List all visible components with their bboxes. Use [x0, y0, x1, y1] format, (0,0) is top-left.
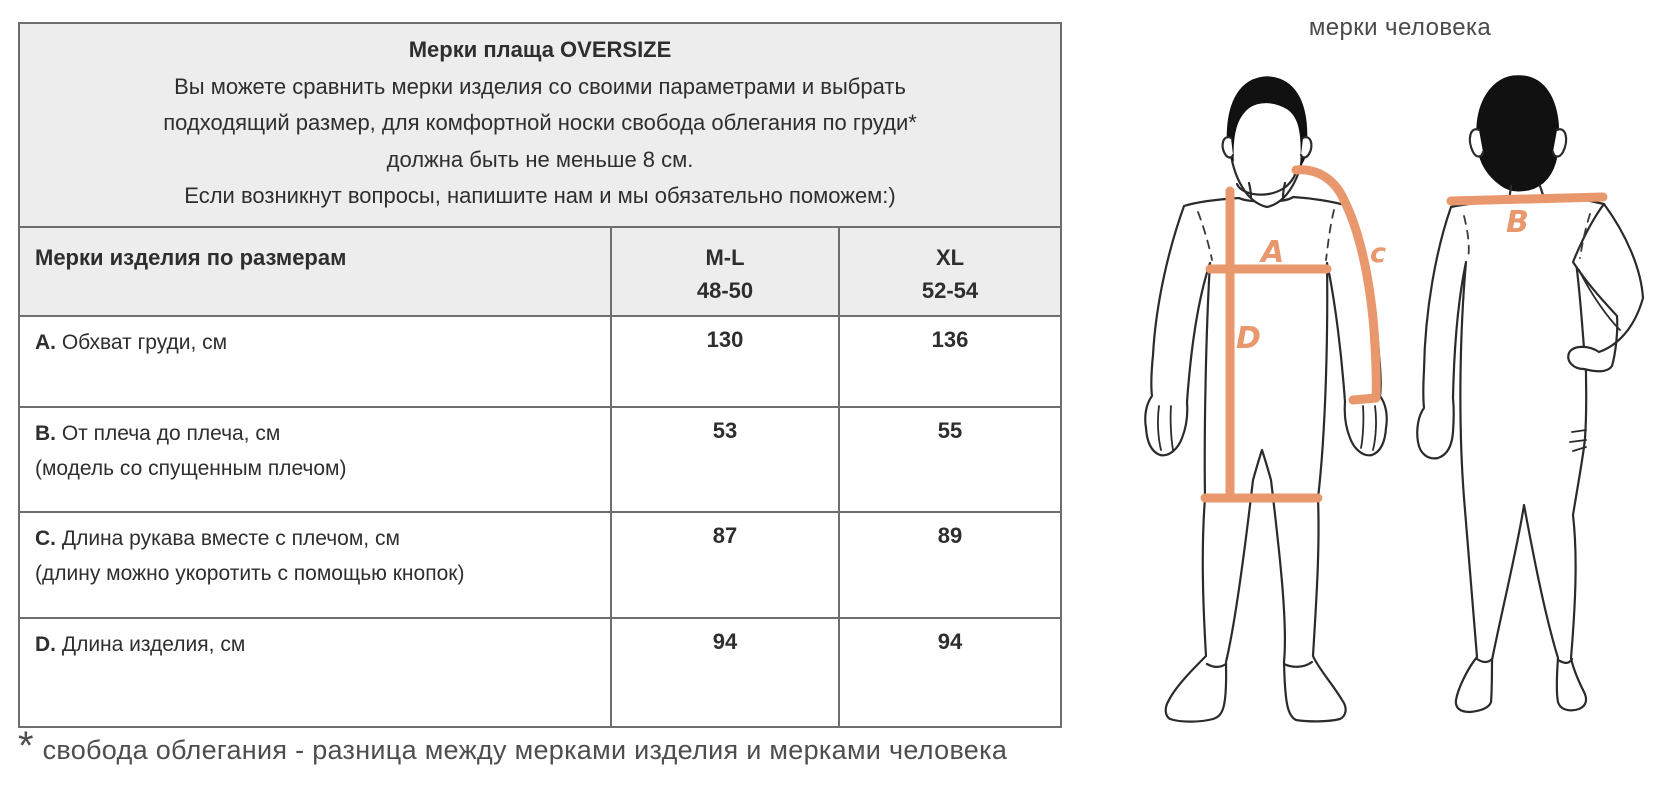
measure-text: Длина изделия, см: [61, 633, 246, 656]
label-a: A: [1261, 235, 1285, 270]
size-name: XL: [935, 245, 965, 270]
value-xl: 136: [839, 316, 1061, 407]
measure-letter: A.: [35, 331, 56, 354]
value-ml: 53: [611, 407, 839, 512]
measure-label: [19, 618, 611, 727]
intro-line: должна быть не меньше 8 см.: [386, 146, 694, 172]
measure-label: [19, 316, 611, 407]
size-range: 48-50: [696, 278, 754, 303]
size-table-container: [18, 22, 1060, 728]
measure-note: (длину можно укоротить с помощью кнопок): [35, 562, 465, 585]
intro-cell: [19, 23, 1061, 227]
header-row: [19, 227, 1061, 316]
measure-letter: D.: [35, 633, 56, 656]
measure-label: [19, 512, 611, 618]
footnote-asterisk: *: [18, 724, 34, 768]
value-xl: 94: [839, 618, 1061, 727]
table-row-b: [19, 407, 1061, 512]
label-c: c: [1370, 238, 1387, 269]
intro-line: Если возникнут вопросы, напишите нам и мы обязательно поможем:): [184, 183, 896, 208]
value-ml: 87: [611, 512, 839, 618]
column-header-measures: Мерки изделия по размерам: [19, 227, 611, 316]
figure-title: мерки человека: [1308, 14, 1492, 41]
intro-row: [19, 23, 1061, 227]
measure-text: Длина рукава вместе с плечом, см: [61, 527, 400, 550]
body-measures-panel: [1120, 0, 1680, 798]
intro-line: Вы можете сравнить мерки изделия со своими параметрами и выбрать: [174, 73, 906, 99]
label-d: D: [1236, 321, 1261, 356]
footnote-text: свобода облегания - разница между мерками изделия и мерками человека: [42, 735, 1008, 765]
column-header-xl: [839, 227, 1061, 316]
measure-letter: C.: [35, 527, 56, 550]
measure-label: [19, 407, 611, 512]
column-header-ml: [611, 227, 839, 316]
measure-line-b: [1451, 197, 1603, 201]
size-table: [18, 22, 1062, 728]
back-body-outline: [1417, 197, 1604, 712]
value-ml: 94: [611, 618, 839, 727]
table-row-a: [19, 316, 1061, 407]
table-row-d: [19, 618, 1061, 727]
measure-text: Обхват груди, см: [61, 331, 228, 354]
size-name: M-L: [705, 245, 745, 270]
label-b: B: [1506, 205, 1529, 240]
front-body-outline: [1145, 197, 1387, 722]
table-row-c: [19, 512, 1061, 618]
front-figure: [1145, 77, 1387, 722]
measure-text: От плеча до плеча, см: [61, 422, 281, 445]
measure-letter: B.: [35, 422, 56, 445]
value-xl: 89: [839, 512, 1061, 618]
measure-note: (модель со спущенным плечом): [35, 457, 347, 480]
footnote: [18, 726, 1007, 766]
back-hair: [1477, 76, 1558, 191]
value-xl: 55: [839, 407, 1061, 512]
table-title: Мерки плаща OVERSIZE: [408, 37, 672, 62]
size-range: 52-54: [921, 278, 979, 303]
value-ml: 130: [611, 316, 839, 407]
intro-line: подходящий размер, для комфортной носки свобода облегания по груди*: [163, 110, 917, 135]
body-measures-illustration: [1120, 0, 1680, 798]
back-figure: [1417, 76, 1643, 712]
